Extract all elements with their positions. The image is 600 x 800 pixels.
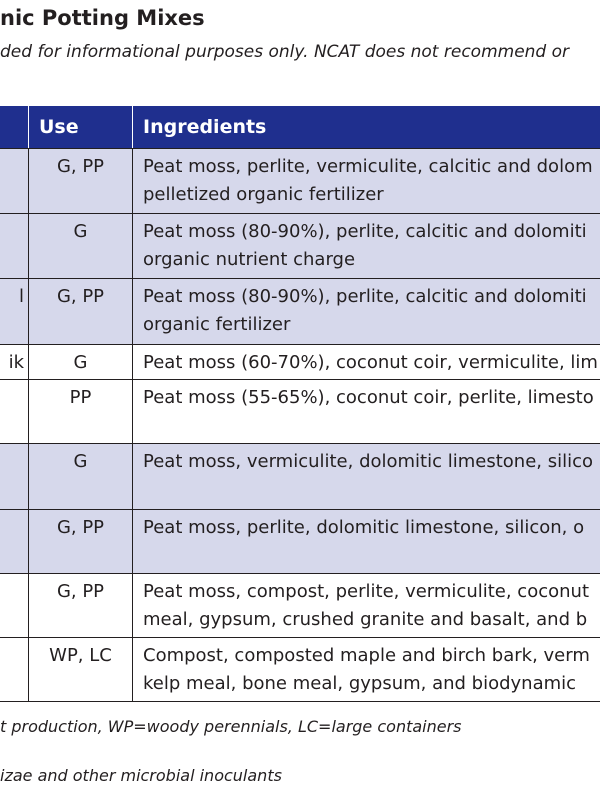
ingredients-line: Peat moss, vermiculite, dolomitic limestone, silico [143,451,594,472]
row-ingredients-cell [133,638,600,702]
ingredients-line: Peat moss (80-90%), perlite, calcitic and dolomiti [143,221,587,242]
ingredients-line: meal, gypsum, crushed granite and basalt, and b [143,609,588,630]
row-name-cell [0,149,29,214]
header-name-column [0,106,29,149]
row-use-cell: G, PP [29,149,133,214]
table-row [0,380,600,444]
row-name-cell [0,638,29,702]
row-name-cell [0,214,29,279]
row-ingredients-cell [133,510,600,574]
table-row [0,510,600,574]
row-use-cell: G [29,214,133,279]
footnote-abbreviations: t production, WP=woody perennials, LC=large containers [0,717,462,736]
row-use-cell: G, PP [29,574,133,638]
header-use: Use [29,106,133,149]
table-row [0,345,600,380]
row-use-cell: G, PP [29,279,133,345]
row-ingredients-cell [133,345,600,380]
ingredients-line: Peat moss (60-70%), coconut coir, vermiculite, lim [143,352,598,373]
table-row [0,149,600,214]
table-row [0,574,600,638]
table-row [0,214,600,279]
row-use-cell: G [29,444,133,510]
row-name-cell [0,380,29,444]
potting-mix-table [0,106,600,702]
row-use-cell: PP [29,380,133,444]
table-row [0,279,600,345]
table-row [0,444,600,510]
row-name-cell [0,574,29,638]
ingredients-line: Peat moss, perlite, vermiculite, calcitic and dolom [143,156,593,177]
ingredients-line: Peat moss (55-65%), coconut coir, perlite, limesto [143,387,594,408]
row-ingredients-cell [133,444,600,510]
header-ingredients: Ingredients [133,106,600,149]
ingredients-line: Peat moss, perlite, dolomitic limestone, silicon, o [143,517,585,538]
ingredients-line: pelletized organic fertilizer [143,184,384,205]
row-ingredients-cell [133,574,600,638]
ingredients-line: Compost, composted maple and birch bark, verm [143,645,590,666]
ingredients-line: organic nutrient charge [143,249,356,270]
row-use-cell: G [29,345,133,380]
ingredients-line: Peat moss, compost, perlite, vermiculite, coconut [143,581,590,602]
row-use-cell: G, PP [29,510,133,574]
row-name-cell [0,510,29,574]
row-name-cell [0,444,29,510]
ingredients-line: Peat moss (80-90%), perlite, calcitic and dolomiti [143,286,587,307]
row-name-cell: ik [0,345,29,380]
row-ingredients-cell [133,214,600,279]
row-ingredients-cell [133,380,600,444]
ingredients-line: kelp meal, bone meal, gypsum, and biodynamic [143,673,577,694]
page-title: nic Potting Mixes [0,6,205,30]
table-row [0,638,600,702]
page-subtitle: ded for informational purposes only. NCAT does not recommend or [0,42,570,62]
row-use-cell: WP, LC [29,638,133,702]
row-ingredients-cell [133,279,600,345]
ingredients-line: organic fertilizer [143,314,291,335]
table-header-row [0,106,600,149]
row-ingredients-cell [133,149,600,214]
row-name-cell: l [0,279,29,345]
footnote-inoculants: izae and other microbial inoculants [0,766,282,785]
